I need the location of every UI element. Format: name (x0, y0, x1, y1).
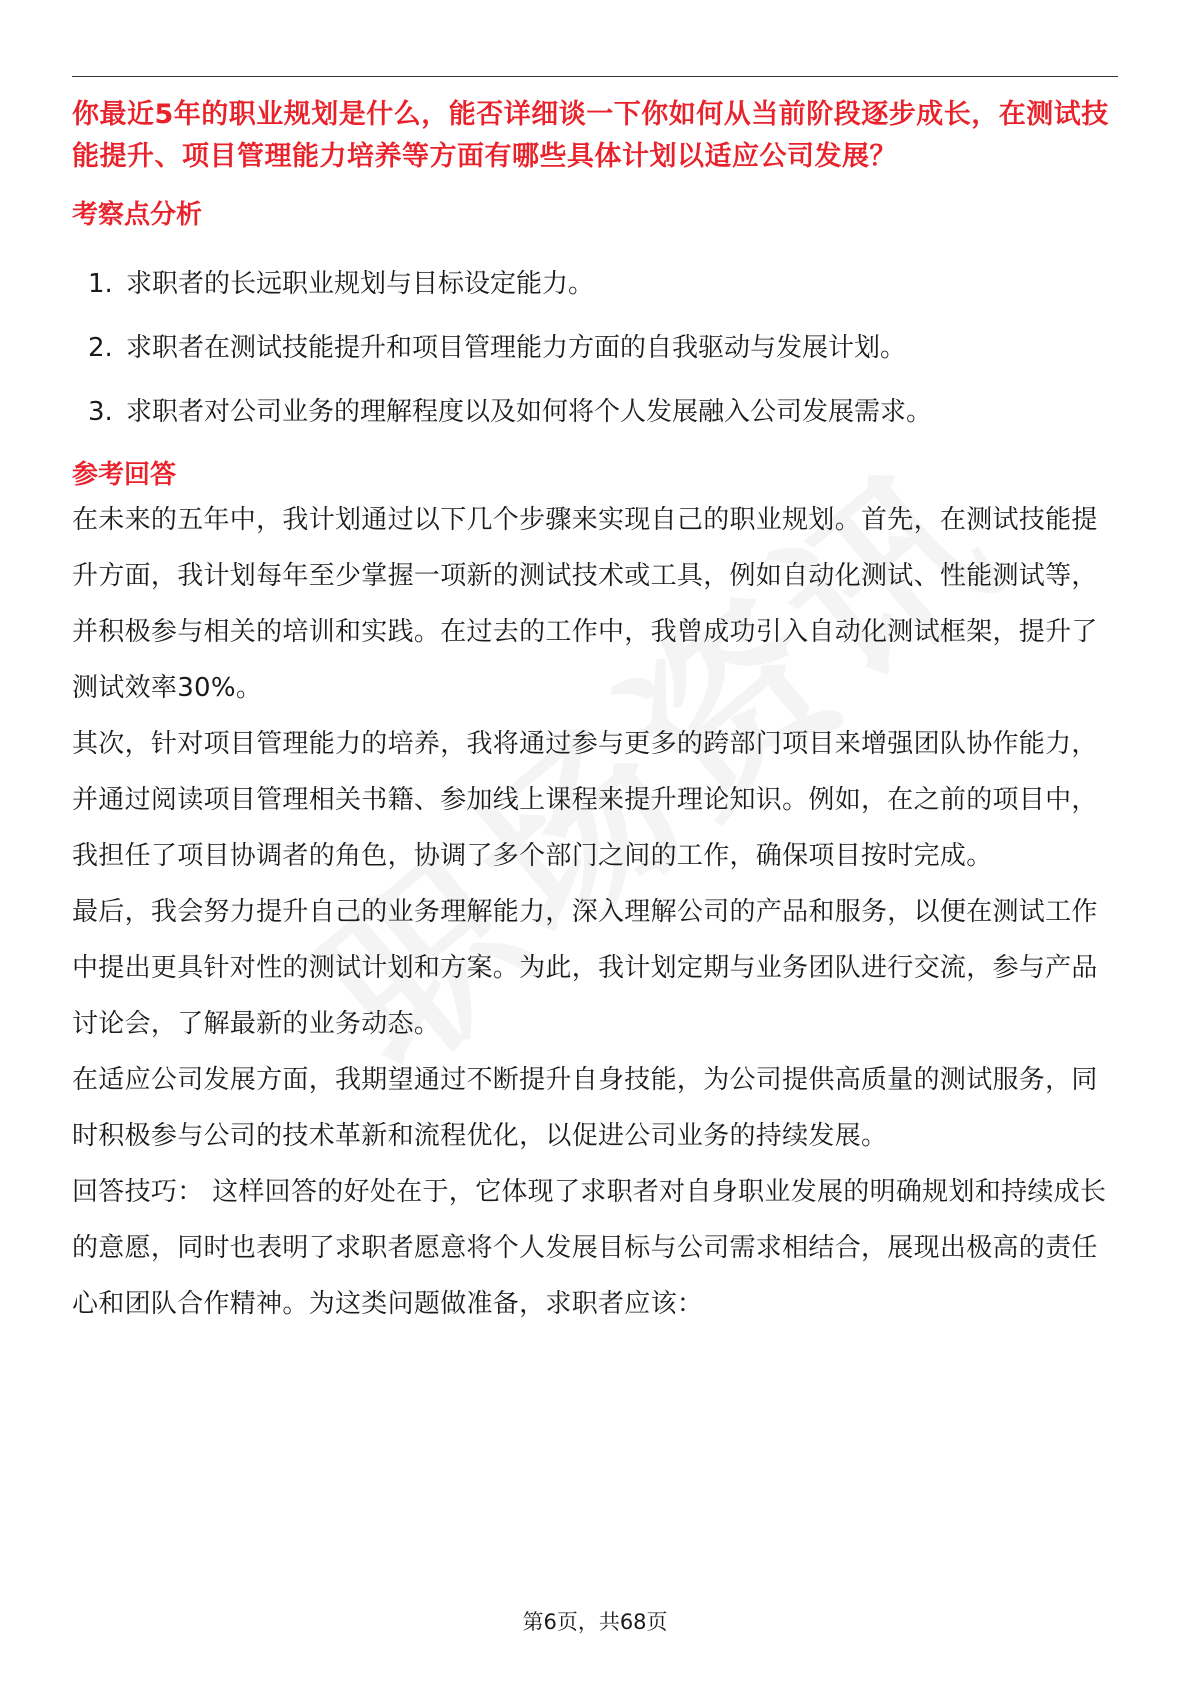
header-rule (72, 76, 1118, 77)
answer-paragraph: 最后，我会努力提升自己的业务理解能力，深入理解公司的产品和服务，以便在测试工作中提出更具针对性的测试计划和方案。为此，我计划定期与业务团队进行交流，参与产品讨论会，了解最新的业务动态。 (72, 897, 1098, 1039)
list-item-text: 求职者的长远职业规划与目标设定能力。 (126, 269, 595, 299)
list-item (72, 266, 1118, 302)
answer-tips-paragraph: 回答技巧： 这样回答的好处在于，它体现了求职者对自身职业发展的明确规划和持续成长的意愿，同时也表明了求职者愿意将个人发展目标与公司需求相结合，展现出极高的责任心和团队合作精神。为这类问题做准备，求职者应该： (72, 1177, 1107, 1319)
list-item-text: 求职者在测试技能提升和项目管理能力方面的自我驱动与发展计划。 (126, 333, 907, 363)
list-item-text: 求职者对公司业务的理解程度以及如何将个人发展融入公司发展需求。 (126, 397, 933, 427)
list-item-number: 2. (88, 333, 113, 363)
list-item-number: 1. (88, 269, 113, 299)
page-content (72, 86, 1118, 1332)
answer-paragraph: 在未来的五年中，我计划通过以下几个步骤来实现自己的职业规划。首先，在测试技能提升方面，我计划每年至少掌握一项新的测试技术或工具，例如自动化测试、性能测试等，并积极参与相关的培训和实践。在过去的工作中，我曾成功引入自动化测试框架，提升了测试效率30%。 (72, 505, 1098, 703)
analysis-heading: 考察点分析 (72, 200, 203, 230)
answer-paragraph: 其次，针对项目管理能力的培养，我将通过参与更多的跨部门项目来增强团队协作能力，并通过阅读项目管理相关书籍、参加线上课程来提升理论知识。例如，在之前的项目中，我担任了项目协调者的角色，协调了多个部门之间的工作，确保项目按时完成。 (72, 729, 1098, 871)
analysis-list (72, 266, 1118, 430)
list-item (72, 394, 1118, 430)
answer-heading: 参考回答 (72, 460, 177, 490)
question-heading: 你最近5年的职业规划是什么，能否详细谈一下你如何从当前阶段逐步成长，在测试技能提升、项目管理能力培养等方面有哪些具体计划以适应公司发展？ (72, 99, 1109, 172)
list-item (72, 330, 1118, 366)
list-item-number: 3. (88, 397, 113, 427)
answer-paragraph: 在适应公司发展方面，我期望通过不断提升自身技能，为公司提供高质量的测试服务，同时积极参与公司的技术革新和流程优化，以促进公司业务的持续发展。 (72, 1065, 1098, 1151)
page-number: 第6页，共68页 (522, 1610, 668, 1634)
